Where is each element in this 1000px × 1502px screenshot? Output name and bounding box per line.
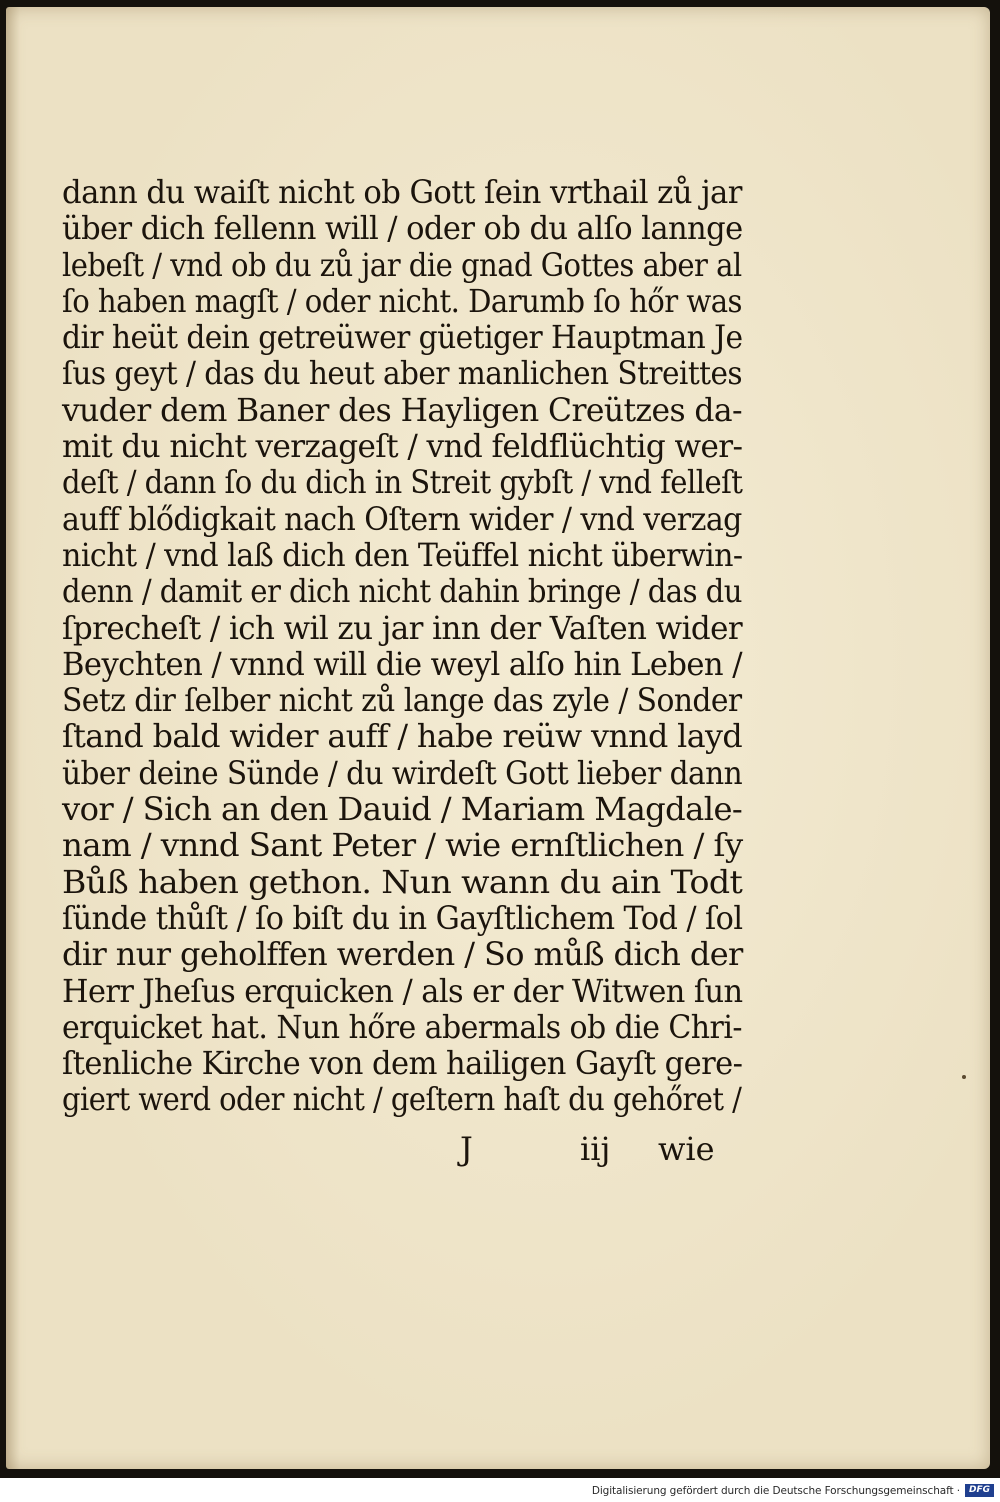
signature-mark: J — [460, 1130, 473, 1168]
page-footer-line — [62, 1130, 722, 1170]
text-line: dir nur geholffen werden / So můß dich der — [62, 935, 743, 974]
text-line: auff blődigkait nach Oſtern wider / vnd verzag — [62, 499, 742, 538]
dfg-logo: DFG — [965, 1484, 994, 1497]
text-line: Setz dir ſelber nicht zů lange das zyle / Sonder — [62, 681, 742, 720]
funding-credit: Digitalisierung gefördert durch die Deutsche Forschungsgemeinschaft · — [591, 1485, 960, 1497]
book-page — [6, 7, 990, 1469]
page-text-block — [62, 174, 752, 1118]
text-line: erquicket hat. Nun hőre abermals ob die Chri- — [62, 1007, 742, 1046]
text-line: dann du waiſt nicht ob Gott ſein vrthail zů jar — [62, 173, 742, 211]
text-line: ſo haben magſt / oder nicht. Darumb ſo hőr was — [62, 281, 742, 320]
text-line: giert werd oder nicht / geſtern haſt du gehőret / — [62, 1080, 742, 1119]
text-line: vuder dem Baner des Hayligen Creützes da- — [62, 390, 743, 429]
text-line: lebeſt / vnd ob du zů jar die gnad Gottes aber al — [62, 245, 742, 284]
text-line: nicht / vnd laß dich den Teüffel nicht überwin- — [62, 535, 743, 574]
text-line: ſprecheſt / ich wil zu jar inn der Vaſten wider — [62, 608, 743, 647]
text-line: nam / vnnd Sant Peter / wie ernſtlichen / ſy — [62, 826, 743, 865]
text-line: ſünde thůſt / ſo biſt du in Gayſtlichem Tod / ſol — [62, 898, 743, 937]
text-line: Beychten / vnnd will die weyl alſo hin Leben / — [62, 644, 742, 683]
paper-spot — [962, 1075, 966, 1079]
text-line: mit du nicht verzageſt / vnd feldflüchtig wer- — [62, 427, 743, 466]
signature-number: iij — [580, 1130, 611, 1168]
text-line: denn / damit er dich nicht dahin bringe / das du — [62, 572, 742, 611]
text-line: vor / Sich an den Dauid / Mariam Magdale- — [62, 790, 743, 829]
digitization-footer — [0, 1478, 1000, 1502]
text-line: ſtenliche Kirche von dem hailigen Gayſt gere- — [62, 1044, 743, 1083]
text-line: über deine Sünde / du wirdeſt Gott lieber dann — [62, 753, 743, 792]
text-line: deſt / dann ſo du dich in Streit gybſt / vnd felleſt — [62, 463, 743, 502]
text-line: dir heüt dein getreüwer güetiger Hauptman Je — [62, 318, 743, 357]
text-line: Bůß haben gethon. Nun wann du ain Todt — [62, 862, 743, 901]
text-line: Herr Jheſus erquicken / als er der Witwen ſun — [62, 971, 743, 1010]
text-line: ſtand bald wider auff / habe reüw vnnd layd — [62, 717, 743, 756]
text-line: ſus geyt / das du heut aber manlichen Streittes — [62, 354, 743, 393]
text-line: über dich fellenn will / oder ob du alſo lannge — [62, 209, 743, 248]
catchword: wie — [658, 1130, 715, 1168]
